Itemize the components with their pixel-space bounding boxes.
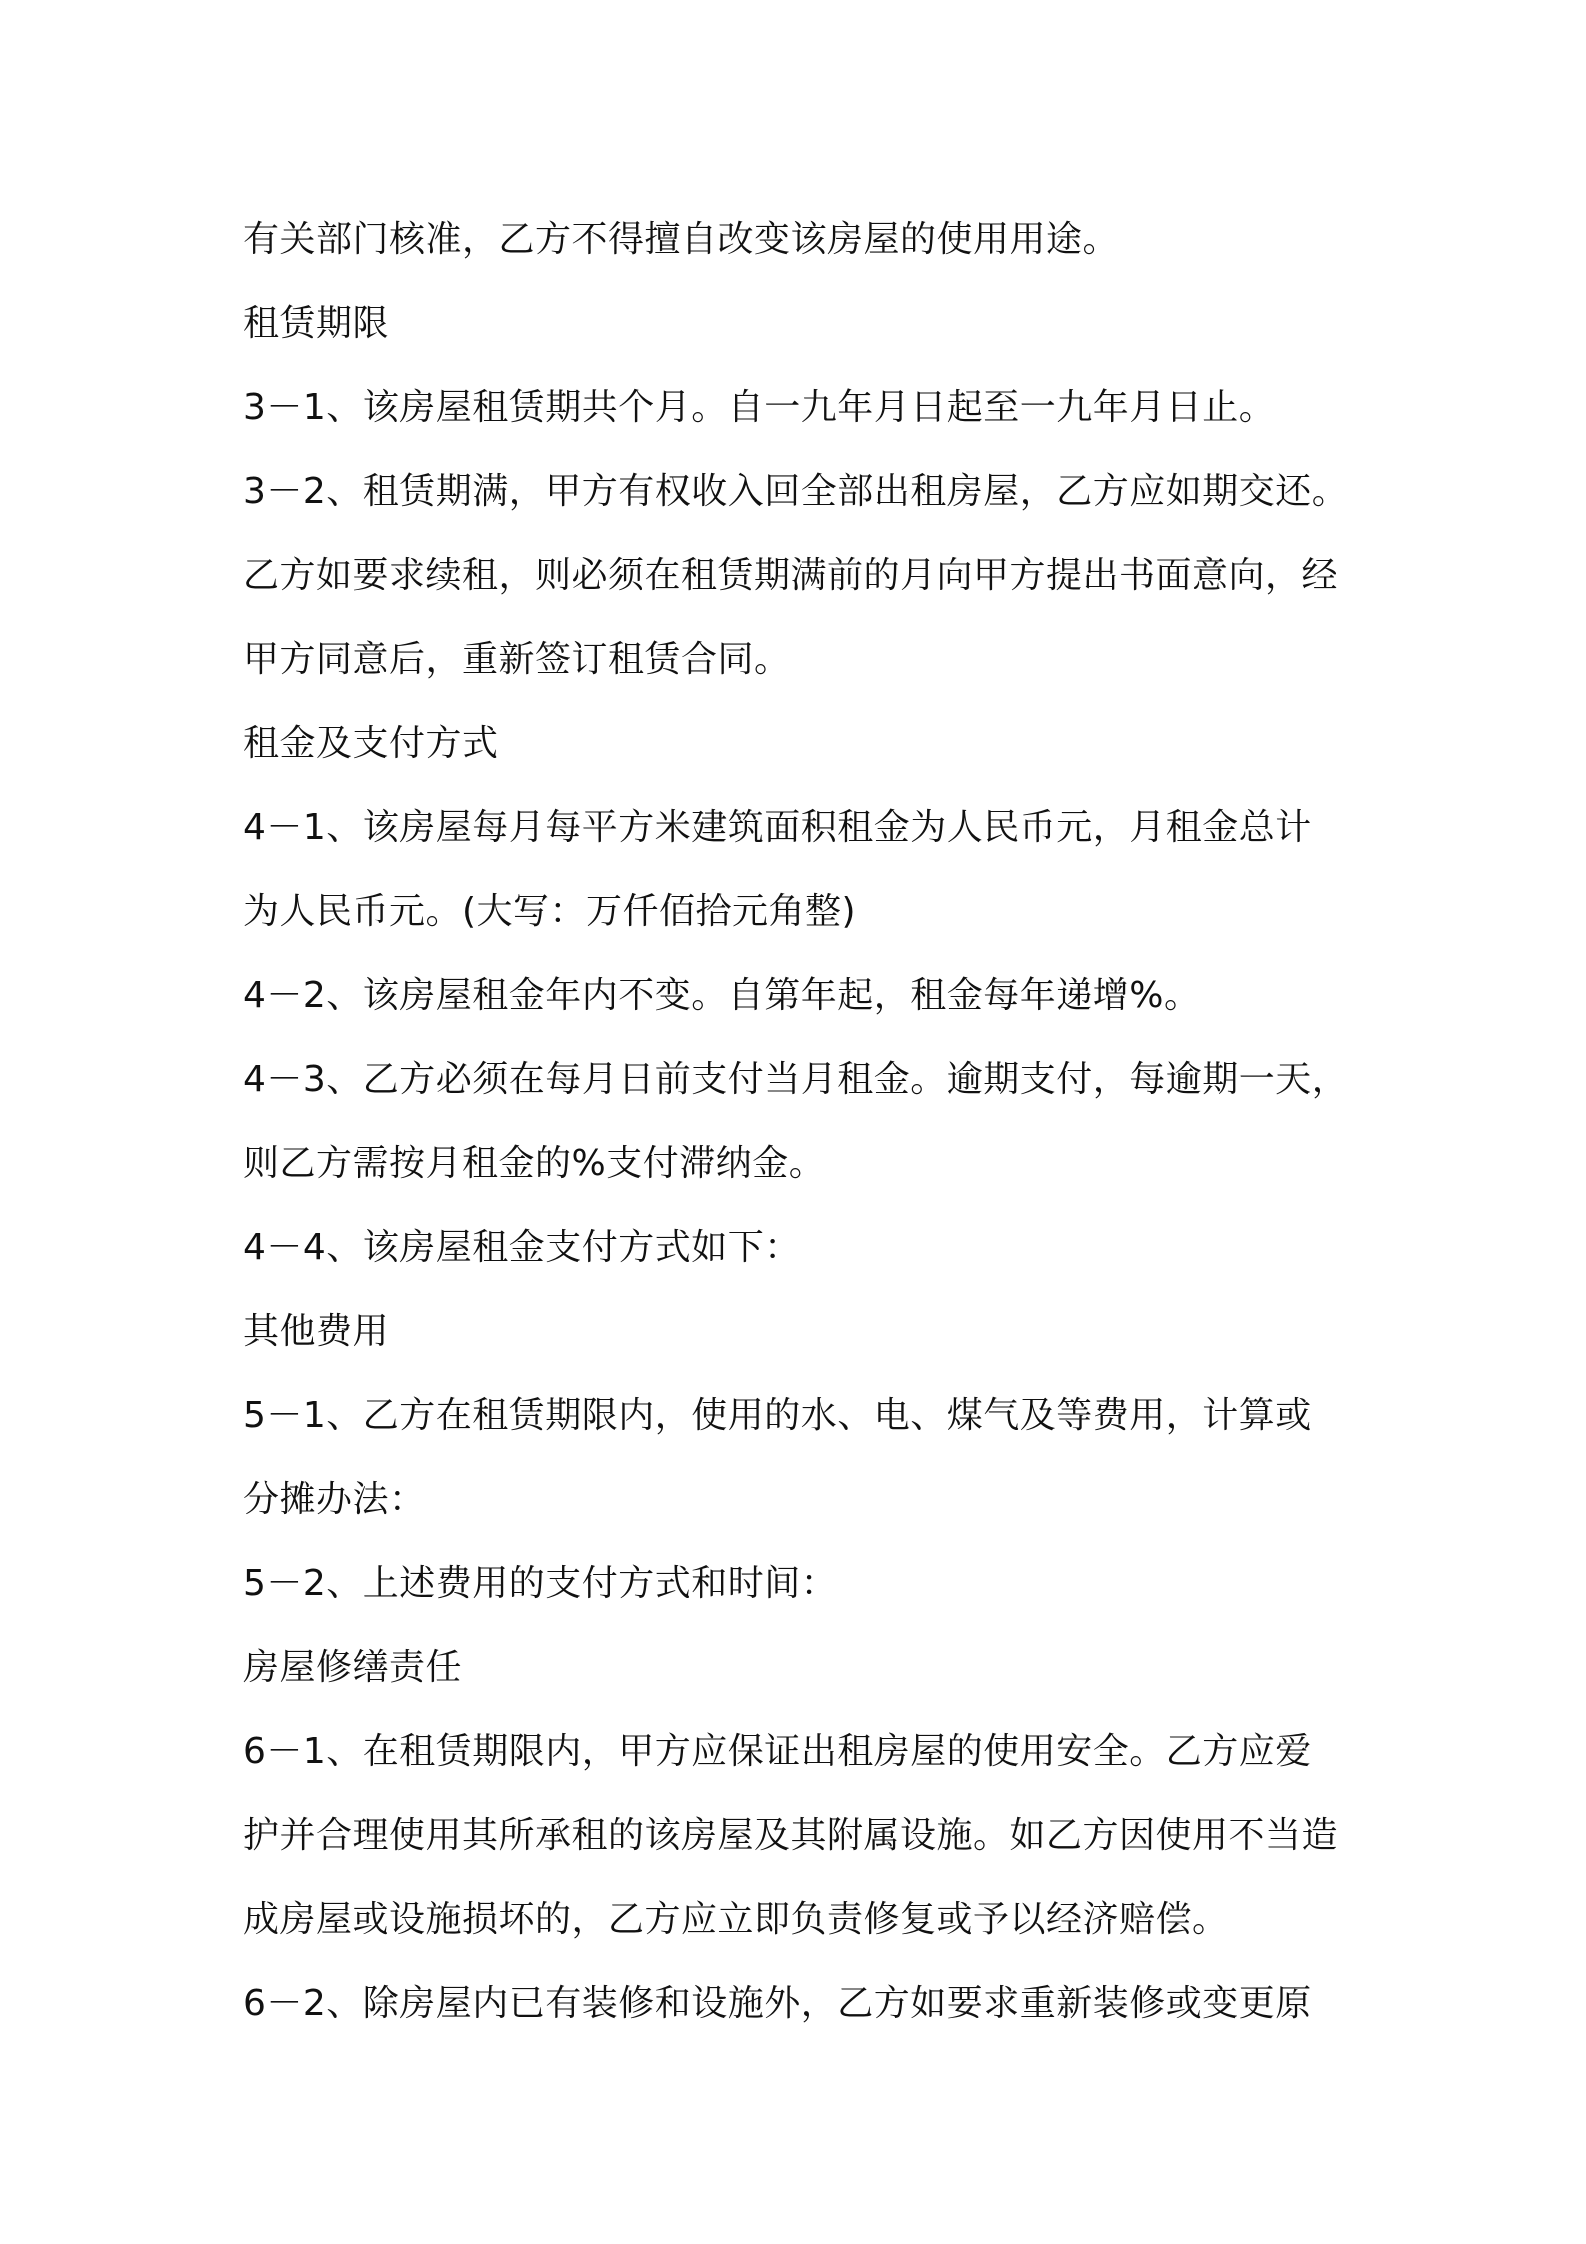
text-line: 护并合理使用其所承租的该房屋及其附属设施。如乙方因使用不当造: [243, 1815, 1339, 1856]
section-heading: 其他费用: [243, 1311, 390, 1352]
text-line: 成房屋或设施损坏的，乙方应立即负责修复或予以经济赔偿。: [243, 1899, 1229, 1940]
text-line: 则乙方需按月租金的%支付滞纳金。: [243, 1143, 826, 1184]
text-line: 乙方如要求续租，则必须在租赁期满前的月向甲方提出书面意向，经: [243, 555, 1339, 596]
section-heading: 租赁期限: [243, 303, 390, 344]
text-line: 4－4、该房屋租金支付方式如下：: [243, 1227, 801, 1268]
section-heading: 租金及支付方式: [243, 723, 499, 764]
text-line: 6－1、在租赁期限内，甲方应保证出租房屋的使用安全。乙方应爱: [243, 1731, 1312, 1772]
text-line: 有关部门核准，乙方不得擅自改变该房屋的使用用途。: [243, 219, 1120, 260]
text-line: 5－1、乙方在租赁期限内，使用的水、电、煤气及等费用，计算或: [243, 1395, 1312, 1436]
text-line: 4－2、该房屋租金年内不变。自第年起，租金每年递增%。: [243, 975, 1201, 1016]
text-line: 5－2、上述费用的支付方式和时间：: [243, 1563, 838, 1604]
text-line: 6－2、除房屋内已有装修和设施外，乙方如要求重新装修或变更原: [243, 1983, 1312, 2024]
text-line: 3－2、租赁期满，甲方有权收入回全部出租房屋，乙方应如期交还。: [243, 471, 1349, 512]
text-line: 为人民币元。(大写：万仟佰拾元角整): [243, 891, 857, 932]
document-body: [243, 198, 1363, 2046]
text-line: 4－3、乙方必须在每月日前支付当月租金。逾期支付，每逾期一天，: [243, 1059, 1349, 1100]
text-line: 分摊办法：: [243, 1479, 426, 1520]
section-heading: 房屋修缮责任: [243, 1647, 463, 1688]
text-line: 甲方同意后，重新签订租赁合同。: [243, 639, 791, 680]
text-line: 3－1、该房屋租赁期共个月。自一九年月日起至一九年月日止。: [243, 387, 1276, 428]
text-line: 4－1、该房屋每月每平方米建筑面积租金为人民币元，月租金总计: [243, 807, 1312, 848]
